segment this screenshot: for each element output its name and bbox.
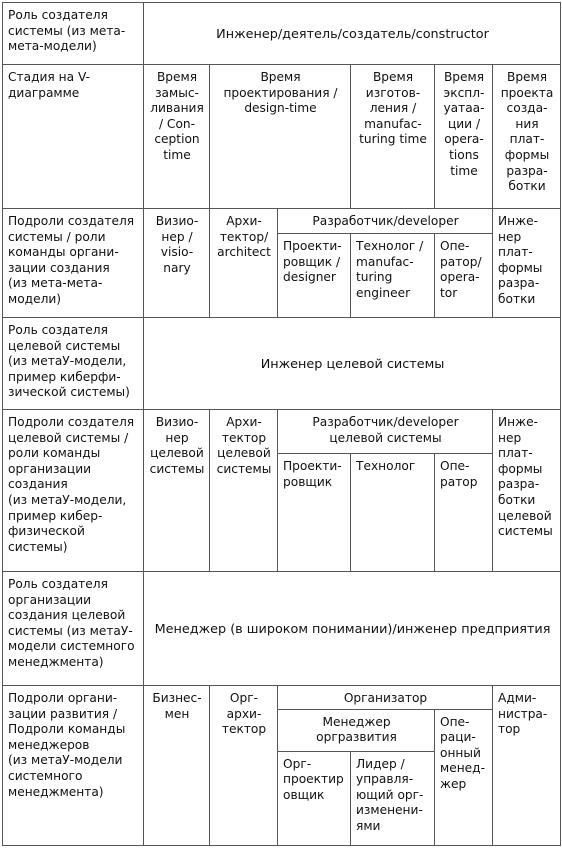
row-system-subroles [3, 209, 561, 234]
role-platform-engineer: Инже- нер плат- формы разра- ботки [493, 209, 561, 318]
role-visionary: Визио- нер / visio- nary [144, 209, 210, 318]
roles-table [2, 2, 561, 846]
role-operator: Опе- ратор [435, 454, 493, 572]
stage-platform: Время проекта созда- ния плат- формы разра- ботки [493, 65, 561, 209]
row-v-diagram-stage [3, 65, 561, 209]
role-developer-group: Разработчик/developer целевой системы [278, 410, 493, 454]
role-org-designer: Орг- проектир овщик [278, 751, 351, 845]
row-label: Подроли создателя системы / роли команды органи- зации создания (из мета-мета- модели) [3, 209, 144, 318]
role-operational-manager: Опе- раци- онный менед- жер [435, 709, 493, 845]
row-target-system-subroles [3, 410, 561, 454]
role-designer: Проекти- ровщик [278, 454, 351, 572]
stage-manufacturing: Время изготов- ления / manufac- turing time [351, 65, 435, 209]
row-label: Роль создателя целевой системы (из метаУ-модели, пример киберфи- зической системы) [3, 318, 144, 410]
merged-value: Инженер/деятель/создатель/constructor [144, 3, 561, 65]
stage-operations: Время экспл- уатаа- ции / opera- tions time [435, 65, 493, 209]
role-designer: Проекти- ровщик / designer [278, 234, 351, 318]
role-architect: Архи- тектор/ architect [210, 209, 278, 318]
row-target-system-creator-role [3, 318, 561, 410]
merged-value: Инженер целевой системы [144, 318, 561, 410]
row-label: Роль создателя системы (из мета- мета-модели) [3, 3, 144, 65]
role-technologist: Технолог [351, 454, 435, 572]
role-technologist: Технолог / manufac- turing engineer [351, 234, 435, 318]
role-org-architect: Орг- архи- тектор [210, 686, 278, 846]
row-organization-subroles [3, 686, 561, 710]
role-administrator: Адми- нистра- тор [493, 686, 561, 846]
role-architect: Архи- тектор целевой системы [210, 410, 278, 572]
role-organizer-group: Организатор [278, 686, 493, 710]
stage-design: Время проектирования / design-time [210, 65, 351, 209]
row-organization-creator-role [3, 572, 561, 686]
row-label: Роль создателя организации создания целевой системы (из метаУ- модели системного менеджмента) [3, 572, 144, 686]
stage-conception: Время замыс- ливания / Con- ception time [144, 65, 210, 209]
role-development-manager-group: Менеджер оргразвития [278, 709, 435, 751]
row-label: Стадия на V- диаграмме [3, 65, 144, 209]
role-change-leader: Лидер / управля- ющий орг- изменени- ями [351, 751, 435, 845]
role-operator: Опе- ратор/ opera- tor [435, 234, 493, 318]
role-platform-engineer: Инже- нер плат- формы разра- ботки целевой системы [493, 410, 561, 572]
merged-value: Менеджер (в широком понимании)/инженер предприятия [144, 572, 561, 686]
row-system-creator-role [3, 3, 561, 65]
row-label: Подроли органи- зации развития / Подроли команды менеджеров (из метаУ-модели системного менеджмента) [3, 686, 144, 846]
role-businessman: Бизнес- мен [144, 686, 210, 846]
role-developer-group: Разработчик/developer [278, 209, 493, 234]
row-label: Подроли создателя целевой системы / роли команды организации создания (из метаУ-модели, пример кибер- физической системы) [3, 410, 144, 572]
role-visionary: Визио- нер целевой системы [144, 410, 210, 572]
